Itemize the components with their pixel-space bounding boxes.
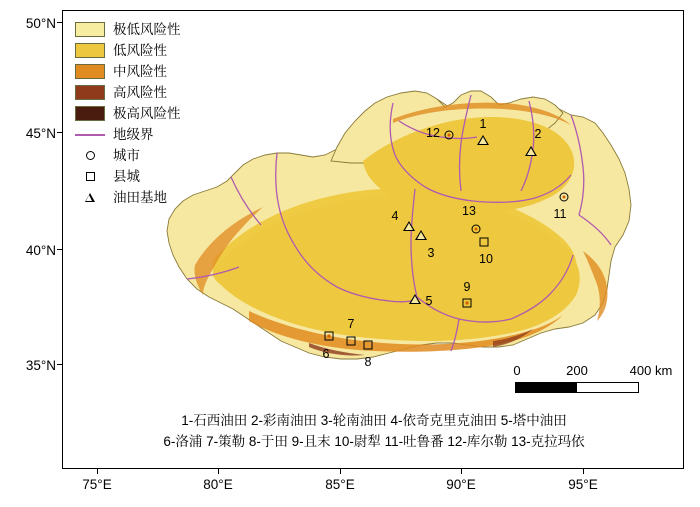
marker-label-3: 3 [427,246,435,260]
scale-bar-labels [515,363,673,380]
legend-item-oilfield [75,187,181,208]
marker-oilfield-3 [415,230,427,240]
legend-item-medium [75,61,181,82]
marker-label-1: 1 [479,117,487,131]
marker-city-11 [560,193,569,202]
legend-swatch-low-icon [75,43,105,58]
marker-oilfield-4 [403,221,415,231]
legend-label-low: 低风险性 [113,42,167,58]
legend-swatch-very-high-icon [75,106,105,121]
figure-caption [63,411,684,453]
marker-label-2: 2 [534,127,542,141]
legend-item-county [75,166,181,187]
legend-item-very-high [75,103,181,124]
legend-label-oilfield: 油田基地 [113,189,167,205]
scale-bar [515,363,673,380]
x-tick-75e [97,469,98,474]
x-tick-95e [583,469,584,474]
y-tick-label-35n: 35°N [25,358,56,373]
x-tick-label-95e: 95°E [568,477,598,492]
marker-label-5: 5 [425,294,433,308]
marker-county-6 [325,332,334,341]
legend-item-high [75,82,181,103]
marker-label-4: 4 [391,209,399,223]
marker-oilfield-2 [525,146,537,156]
x-tick-label-90e: 90°E [446,477,476,492]
x-tick-80e [218,469,219,474]
marker-label-7: 7 [347,317,355,331]
y-tick-label-45n: 45°N [25,126,56,141]
x-tick-85e [340,469,341,474]
legend-label-high: 高风险性 [113,84,167,100]
legend-item-very-low [75,19,181,40]
scale-label-0: 0 [513,363,521,378]
marker-label-12: 12 [426,126,440,140]
marker-county-10 [480,238,489,247]
y-tick-label-40n: 40°N [25,243,56,258]
boundary-line-icon [75,127,105,142]
legend-label-boundary: 地级界 [113,126,154,142]
legend-item-city [75,145,181,166]
caption-line-2: 6-洛浦 7-策勒 8-于田 9-且末 10-尉犁 11-吐鲁番 12-库尔勒 13-克拉玛依 [163,433,585,449]
x-tick-label-80e: 80°E [203,477,233,492]
scale-bar-graphic [515,382,639,393]
circle-icon [75,148,105,163]
marker-label-11: 11 [553,207,567,221]
marker-city-13 [472,225,481,234]
legend-label-medium: 中风险性 [113,63,167,79]
marker-oilfield-5 [409,294,421,304]
legend-swatch-medium-icon [75,64,105,79]
scale-seg-1 [516,383,577,392]
map-plot-area [62,10,684,469]
marker-label-9: 9 [463,280,471,294]
marker-county-8 [364,341,373,350]
x-tick-label-85e: 85°E [325,477,355,492]
square-icon [75,169,105,184]
marker-city-12 [445,131,454,140]
legend-swatch-high-icon [75,85,105,100]
y-tick-label-50n: 50°N [25,16,56,31]
marker-label-6: 6 [322,347,330,361]
scale-label-200: 200 [566,363,588,378]
marker-label-8: 8 [364,355,372,369]
marker-county-7 [347,337,356,346]
legend-label-very-high: 极高风险性 [113,105,181,121]
legend-item-prefecture-boundary [75,124,181,145]
marker-oilfield-1 [477,135,489,145]
scale-label-400: 400 km [629,363,673,378]
marker-county-9 [463,299,472,308]
triangle-icon [75,190,105,205]
caption-line-1: 1-石西油田 2-彩南油田 3-轮南油田 4-依奇克里克油田 5-塔中油田 [181,413,567,428]
map-legend [75,19,181,208]
x-tick-90e [461,469,462,474]
x-tick-label-75e: 75°E [82,477,112,492]
legend-label-city: 城市 [113,147,140,163]
scale-seg-2 [577,383,638,392]
marker-label-13: 13 [462,204,476,218]
legend-item-low [75,40,181,61]
legend-swatch-very-low-icon [75,22,105,37]
marker-label-10: 10 [479,252,493,266]
legend-label-county: 县城 [113,168,140,184]
legend-label-very-low: 极低风险性 [113,21,181,37]
